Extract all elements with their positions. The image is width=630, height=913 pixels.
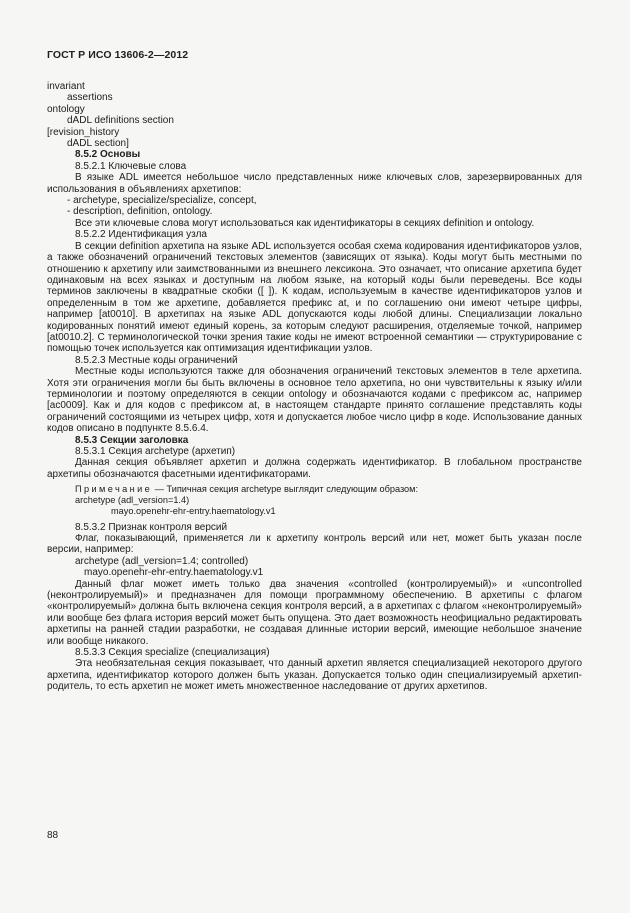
paragraph-flag-values: Данный флаг может иметь только два значения «controlled (контролируемый)» и «uncontrolled (неконтролируемый)» и предназначен для помощи программному обеспечению. В архетипы с флагом «контролируемый» должна быть включена секция контроля версий, а в архетипах с флагом «неконтролируемый» или вообще без флага история версий может быть опущена. Это дает возможность неофициально редактировать архетипы на ранней стадии разработки, не создавая длинные истории версий, имеющие небольшое значение или вообще никакого. — [47, 578, 582, 647]
note-label: Примечание — [75, 484, 153, 495]
heading-8-5-3: 8.5.3 Секции заголовка — [75, 434, 189, 446]
paragraph-archetype-section: Данная секция объявляет архетип и должна содержать идентификатор. В глобальном пространстве архетипы обозначаются фасетными идентификаторами. — [47, 457, 582, 480]
paragraph-specialize: Эта необязательная секция показывает, что данный архетип является специализацией некоторого другого архетипа, идентификатор которого должен быть указан. Допускается только один специализируемый архетип-родитель, то есть архетип не может иметь множественное наследование от других архетипов. — [47, 658, 582, 693]
paragraph-keywords: В языке ADL имеется небольшое число представленных ниже ключевых слов, зарезервированных для использования в объявлениях архетипов: — [47, 172, 582, 195]
note-text: — Типичная секция archetype выглядит следующим образом: — [152, 484, 419, 495]
heading-8-5-2: 8.5.2 Основы — [75, 149, 141, 161]
subheading-8-5-2-3: 8.5.2.3 Местные коды ограничений — [75, 354, 238, 366]
page-number: 88 — [47, 830, 59, 841]
subheading-8-5-2-2: 8.5.2.2 Идентификация узла — [75, 229, 207, 241]
code-archetype-2: archetype (adl_version=1.4; controlled) — [75, 555, 249, 567]
document-header: ГОСТ Р ИСО 13606-2—2012 — [47, 49, 189, 61]
code-archetype-1-id: mayo.openehr-ehr-entry.haematology.v1 — [111, 506, 276, 517]
paragraph-keywords-usage: Все эти ключевые слова могут использоваться как идентификаторы в секциях definition и ontology. — [75, 217, 535, 229]
list-item-1: - archetype, specialize/specialize, concept, — [67, 195, 257, 207]
list-item-2: - description, definition, ontology. — [67, 206, 213, 218]
code-revision-history: [revision_history — [47, 126, 120, 138]
page-body — [47, 81, 582, 693]
code-dadl-definitions: dADL definitions section — [67, 115, 174, 127]
subheading-8-5-3-2: 8.5.3.2 Признак контроля версий — [75, 521, 228, 533]
code-archetype-2-id: mayo.openehr-ehr-entry.haematology.v1 — [84, 567, 264, 579]
note — [47, 484, 582, 495]
code-assertions: assertions — [67, 92, 113, 104]
code-ontology: ontology — [47, 103, 85, 115]
paragraph-node-identification: В секции definition архетипа на языке ADL используется особая схема кодирования идентификаторов узлов, а также обозначений ограничений текстовых элементов (зависящих от языка). Коды могут быть местными по отношению к архетипу или заимствованными из внешнего лексикона. Это означает, что описание архетипа будет одинаковым на всех языках и доступным на любом языке, на который коды были переведены. Все коды терминов заключены в квадратные скобки ([ ]). К кодам, используемым в качестве идентификаторов узлов и определенным в том же архетипе, добавляется префикс at, и по соглашению они имеют четыре цифры, например [at0010]. В архетипах на языке ADL допускаются коды любой длины. Специализации локально кодированных понятий имеют единый корень, за которым следуют расширения, отделяемые точкой, например [at0010.2]. С терминологической точки зрения такие коды не имеют встроенной семантики — структурирование с помощью точек используется как оптимизация идентификации узлов. — [47, 240, 582, 355]
subheading-8-5-3-1: 8.5.3.1 Секция archetype (архетип) — [75, 446, 236, 457]
paragraph-version-flag: Флаг, показывающий, применяется ли к архетипу контроль версий или нет, может быть указан после версии, например: — [47, 532, 582, 556]
subheading-8-5-3-3: 8.5.3.3 Секция specialize (специализация) — [75, 646, 270, 658]
paragraph-local-codes: Местные коды используются также для обозначения ограничений текстовых элементов в теле архетипа. Хотя эти ограничения могли бы быть включены в основное тело архетипа, но они чувствительны к языку и/или терминологии и поэтому определяются в секции ontology и обозначаются кодами с префиксом ac, например [ac0009]. Как и для кодов с префиксом at, в настоящем стандарте принято соглашение представлять коды ограничений состоящими из четырех цифр, хотя и допускается любое число цифр в коде. Использование данных кодов описано в подпункте 8.5.6.4. — [47, 366, 582, 435]
code-dadl-section: dADL section] — [67, 138, 129, 150]
code-archetype-1: archetype (adl_version=1.4) — [75, 495, 190, 506]
code-invariant: invariant — [47, 81, 85, 92]
subheading-8-5-2-1: 8.5.2.1 Ключевые слова — [75, 160, 187, 172]
